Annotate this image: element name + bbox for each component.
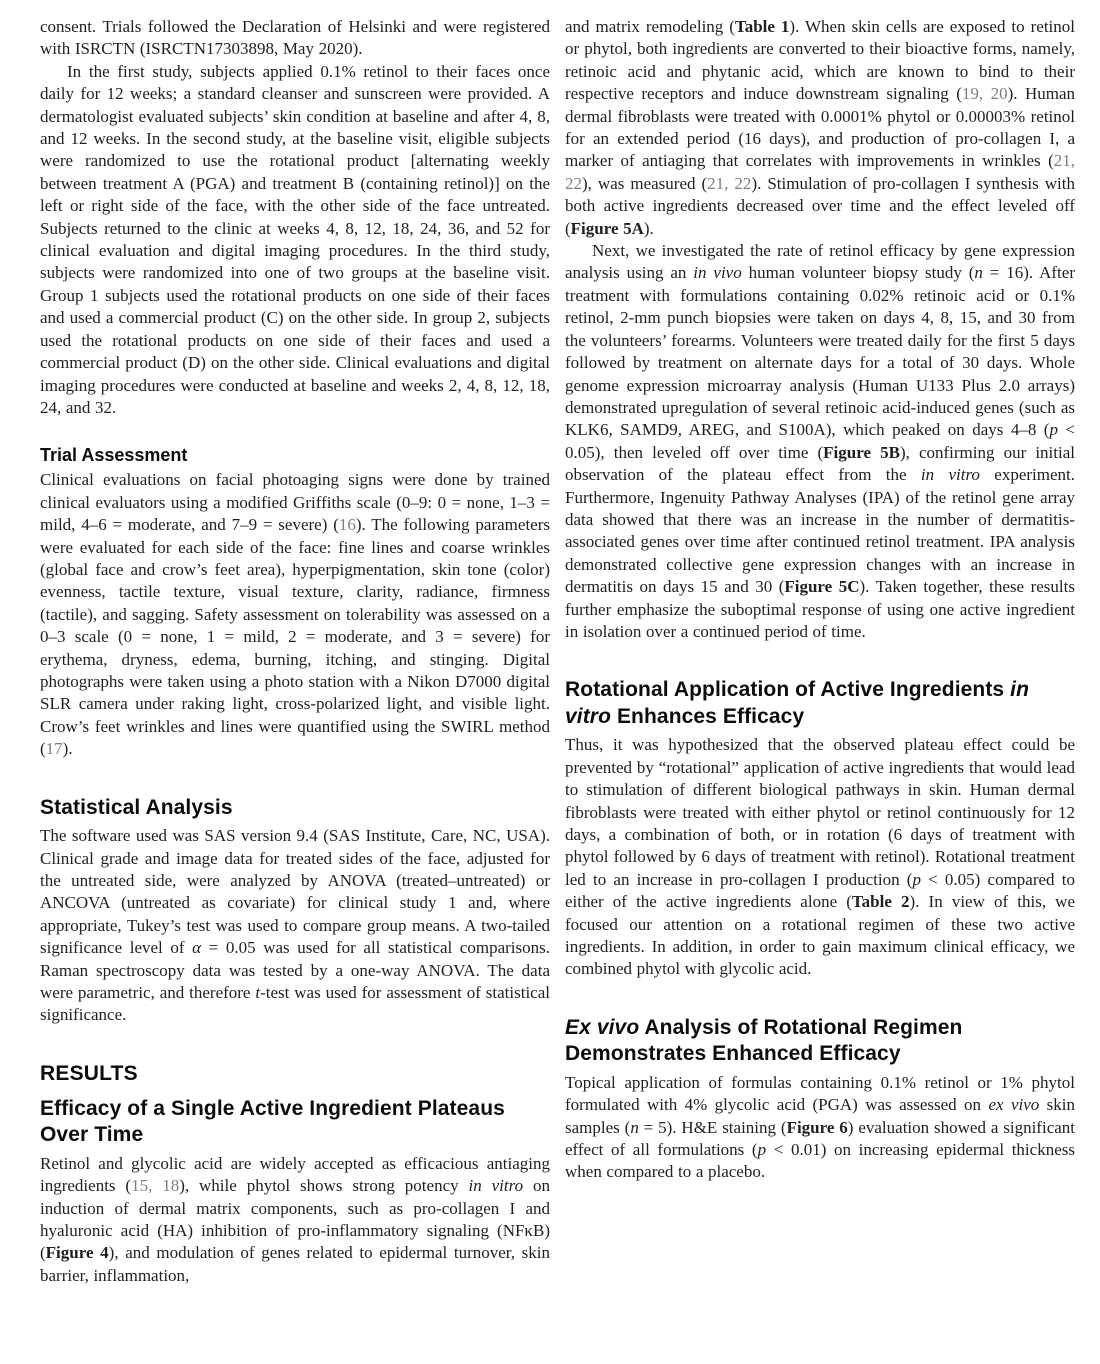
citation-ref: 21, 22	[565, 151, 1075, 193]
text-run: = 16). After treatment with formulations containing 0.02% retinoic acid or 0.1% retinol, 2-mm punch biopsies were taken on days 4, 8, 15, and 30 from the volunteers’ forearms. Volunteers were treated daily for the first 5 days followed by treatment on alternate days for a total of 30 days. Whole genome expression microarray analysis (Human U133 Plus 2.0 arrays) demonstrated upregulation of several retinoic acid-induced genes (such as KLK6, SAMD9, AREG, and S100A), which peaked on days 4–8 (	[565, 263, 1075, 440]
text-run: ). In view of this, we focused our attention on a rotational regimen of these two active ingredients. In addition, in order to gain maximum clinical efficacy, we combined phytol with glycolic acid.	[565, 892, 1076, 979]
cross-reference: Table 1	[734, 17, 790, 36]
text-run: -test was used for assessment of statistical significance.	[40, 982, 550, 1025]
italic-term: n	[974, 263, 983, 283]
text-run: consent. Trials followed the Declaration of Helsinki and were registered with ISRCTN (ISRCTN17303898, May 2020).	[40, 17, 550, 59]
italic-term: in vitro	[468, 1176, 524, 1196]
text-run: In the first study, subjects applied 0.1% retinol to their faces once daily for 12 weeks; a standard cleanser and sunscreen were provided. A dermatologist evaluated subjects’ skin condition at baseline and after 4, 8, and 12 weeks. In the second study, at the baseline visit, eligible subjects were randomized to use the rotational product [alternating weekly between treatment A (PGA) and treatment B (containing retinol)] on the left or right side of the face, with the other side of the face untreated. Subjects returned to the clinic at weeks 4, 8, 12, 18, 24, 36, and 52 for clinical evaluation and digital imaging procedures. In the third study, subjects were randomized into one of two groups at the baseline visit. Group 1 subjects used the rotational products on one side of their faces and used a commercial product (C) on the other side. In group 2, subjects used the rotational products on one side of their faces and used a commercial product (D) on the other side. Clinical evaluations and digital imaging procedures were conducted at baseline and weeks 2, 4, 8, 12, 18, 24, and 32.	[40, 61, 550, 417]
italic-term: p	[757, 1140, 767, 1160]
minor-heading	[40, 445, 550, 466]
text-run: Topical application of formulas containing 0.1% retinol or 1% phytol formulated with 4% glycolic acid (PGA) was assessed on	[565, 1072, 1075, 1115]
text-run: The software used was SAS version 9.4 (SAS Institute, Care, NC, USA). Clinical grade and image data for treated sides of the face, adjusted for the untreated side, were analyzed by ANOVA (treated–untreated) or ANCOVA (untreated as covariate) for clinical study 1 and, where appropriate, Tukey’s test was used to compare group means. A two-tailed significance level of	[40, 826, 550, 958]
text-run: ), while phytol shows strong potency	[179, 1176, 469, 1196]
subsection-heading	[565, 1015, 1075, 1068]
text-run: Retinol and glycolic acid are widely accepted as efficacious antiaging ingredients (	[40, 1153, 550, 1196]
text-run: Rotational Application of Active Ingredients	[565, 678, 1011, 702]
text-run: ).	[643, 218, 654, 238]
text-run: Analysis of Rotational Regimen Demonstrates Enhanced Efficacy	[565, 1015, 963, 1066]
text-run: human volunteer biopsy study (	[741, 263, 975, 283]
body-paragraph	[40, 469, 550, 760]
italic-term: in vitro	[565, 678, 1030, 728]
italic-term: Ex vivo	[565, 1015, 640, 1039]
text-run: skin samples (	[565, 1095, 1076, 1137]
text-run: = 5). H&E staining (	[638, 1117, 787, 1137]
text-run: on induction of dermal matrix components, such as pro-collagen I and hyaluronic acid (HA) inhibition of pro-inflammatory signaling (NFκB) (	[40, 1176, 550, 1263]
text-run: Efficacy of a Single Active Ingredient Plateaus Over Time	[40, 1096, 505, 1147]
text-run: Enhances Efficacy	[611, 704, 805, 728]
text-run: RESULTS	[40, 1061, 138, 1085]
right-column	[565, 16, 1075, 1287]
citation-ref: 15, 18	[131, 1176, 180, 1196]
text-run: and matrix remodeling (	[565, 17, 735, 36]
body-paragraph	[565, 734, 1075, 980]
text-run: ), and modulation of genes related to epidermal turnover, skin barrier, inflammation,	[40, 1243, 550, 1285]
italic-term: α	[192, 938, 202, 958]
cross-reference: Figure 4	[45, 1243, 109, 1263]
italic-term: in vivo	[693, 263, 742, 283]
text-run: ). The following parameters were evaluated for each side of the face: fine lines and coarse wrinkles (global face and crow’s feet area), hyperpigmentation, skin tone (color) evenness, tactile texture, visual texture, clarity, radiance, firmness (tactile), and sagging. Safety assessment on tolerability was assessed on a 0–3 scale (0 = none, 1 = mild, 2 = moderate, and 3 = severe) for erythema, dryness, edema, burning, itching, and stinging. Digital photographs were taken using a photo station with a Nikon D7000 digital SLR camera under raking light, cross-polarized light, and visible light. Crow’s feet wrinkles and lines were quantified using the SWIRL method (	[40, 515, 550, 759]
text-run: Clinical evaluations on facial photoaging signs were done by trained clinical evaluators using a modified Griffiths scale (0–9: 0 = none, 1–3 = mild, 4–6 = moderate, and 7–9 = severe) (	[40, 470, 550, 535]
text-run: Next, we investigated the rate of retinol efficacy by gene expression analysis using an	[565, 241, 1075, 283]
cross-reference: Table 2	[851, 892, 910, 912]
text-run: Trial Assessment	[40, 445, 188, 466]
cross-reference: Figure 5C	[784, 577, 860, 597]
text-run: ).	[62, 739, 73, 759]
italic-term: p	[1049, 420, 1058, 440]
italic-term: ex vivo	[988, 1095, 1040, 1115]
text-run: ). Stimulation of pro-collagen I synthesis with both active ingredients decreased over time and the effect leveled off (	[565, 173, 1076, 238]
cross-reference: Figure 5A	[570, 218, 644, 238]
italic-term: t	[255, 982, 261, 1002]
cross-reference: Figure 6	[786, 1117, 848, 1137]
body-paragraph	[40, 1153, 550, 1287]
citation-ref: 21, 22	[707, 173, 752, 193]
body-paragraph	[565, 16, 1075, 240]
subsection-heading	[40, 795, 550, 822]
body-paragraph	[565, 240, 1075, 643]
text-run: ) evaluation showed a significant effect of all formulations (	[565, 1117, 1076, 1160]
section-heading	[40, 1061, 550, 1086]
italic-term: p	[912, 869, 921, 889]
citation-ref: 16	[338, 515, 356, 535]
text-run: = 0.05 was used for all statistical comparisons. Raman spectroscopy data was tested by a one-way ANOVA. The data were parametric, and therefore	[40, 938, 550, 1002]
text-run: < 0.01) on increasing epidermal thickness when compared to a placebo.	[565, 1140, 1075, 1182]
text-run: ). Human dermal fibroblasts were treated with 0.0001% phytol or 0.00003% retinol for an extended period (16 days), and production of pro-collagen I, a marker of antiaging that correlates with improvements in wrinkles (	[565, 84, 1076, 171]
text-run: Statistical Analysis	[40, 795, 233, 819]
body-paragraph	[565, 1072, 1075, 1184]
subsection-heading	[40, 1096, 550, 1149]
subsection-heading	[565, 677, 1075, 730]
text-run: < 0.05) compared to either of the active ingredients alone (	[565, 869, 1075, 912]
text-run: ). When skin cells are exposed to retinol or phytol, both ingredients are converted to their bioactive forms, namely, retinoic acid and phytanic acid, which are known to bind to their respective receptors and induce downstream signaling (	[565, 17, 1076, 104]
italic-term: n	[630, 1117, 639, 1137]
text-run: experiment. Furthermore, Ingenuity Pathway Analyses (IPA) of the retinol gene array data showed that there was an increase in the number of dermatitis-associated genes over time after continued retinol treatment. IPA analysis demonstrated collective gene expression changes with an increase in dermatitis on days 15 and 30 (	[565, 465, 1075, 597]
text-run: ), was measured (	[582, 173, 708, 193]
body-paragraph	[40, 61, 550, 420]
body-paragraph	[40, 825, 550, 1027]
citation-ref: 19, 20	[961, 84, 1008, 104]
citation-ref: 17	[45, 739, 63, 759]
text-run: < 0.05), then leveled off over time (	[565, 420, 1075, 462]
text-run: ), confirming our initial observation of the plateau effect from the	[565, 442, 1075, 485]
italic-term: in vitro	[920, 465, 980, 485]
body-paragraph	[40, 16, 550, 61]
cross-reference: Figure 5B	[823, 442, 900, 462]
text-run: Thus, it was hypothesized that the observed plateau effect could be prevented by “rotational” application of active ingredients that would lead to stimulation of different biological pathways in skin. Human dermal fibroblasts were treated with either phytol or retinol continuously for 12 days, a combination of both, or in rotation (6 days of treatment with phytol followed by 6 days of treatment with retinol). Rotational treatment led to an increase in pro-collagen I production (	[565, 735, 1075, 889]
left-column	[40, 16, 550, 1287]
text-run: ). Taken together, these results further emphasize the suboptimal response of using one active ingredient in isolation over a continued period of time.	[565, 577, 1075, 641]
